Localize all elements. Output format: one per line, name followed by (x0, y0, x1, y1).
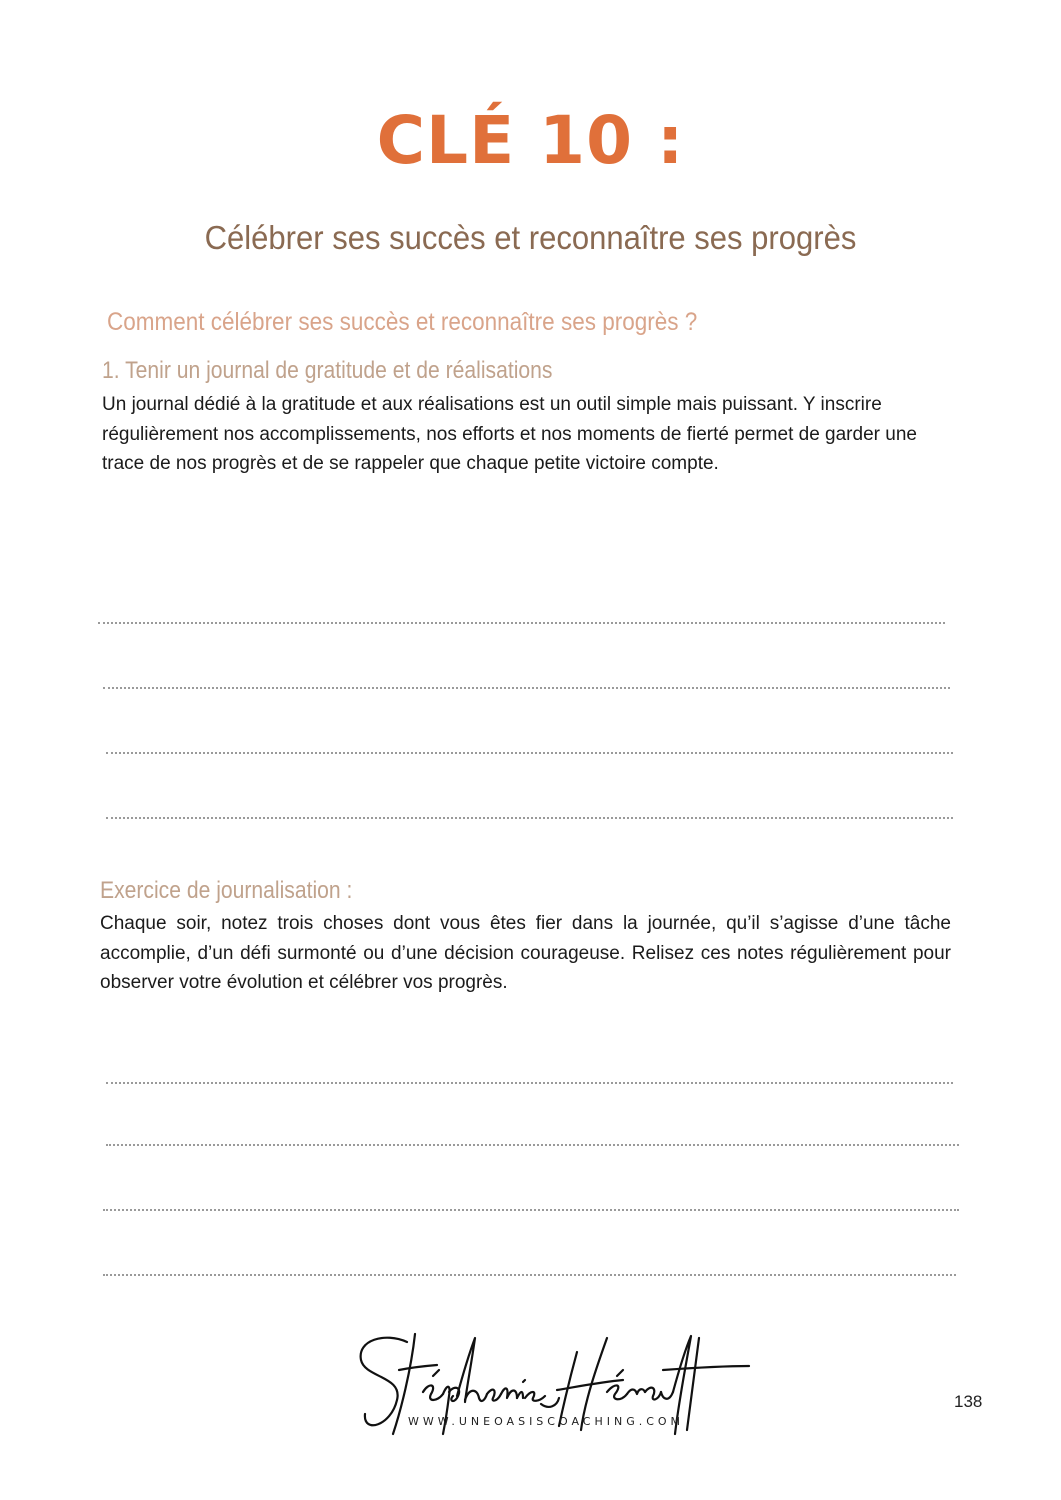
writing-line[interactable] (106, 817, 953, 819)
section-question: Comment célébrer ses succès et reconnaître ses progrès ? (107, 308, 698, 336)
writing-line[interactable] (106, 1082, 953, 1084)
exercise-paragraph: Chaque soir, notez trois choses dont vous êtes fier dans la journée, qu’il s’agisse d’une tâche accomplie, d’un défi surmonté ou d’une décision courageuse. Relisez ces notes régulièrement pour observer votre évolution et célébrer vos progrès. (100, 913, 951, 993)
page-subtitle: Célébrer ses succès et reconnaître ses progrès (204, 219, 857, 256)
writing-line[interactable] (103, 1209, 959, 1211)
section1-heading: 1. Tenir un journal de gratitude et de réalisations (102, 357, 553, 384)
writing-line[interactable] (106, 752, 953, 754)
exercise-heading: Exercice de journalisation : (100, 877, 353, 904)
writing-line[interactable] (106, 1144, 959, 1146)
writing-line[interactable] (103, 687, 950, 689)
page-number: 138 (954, 1392, 983, 1411)
page-title: CLÉ 10 : (376, 102, 685, 179)
website-url[interactable]: WWW.UNEOASISCOACHING.COM (408, 1415, 685, 1428)
section1-paragraph: Un journal dédié à la gratitude et aux réalisations est un outil simple mais puissant. Y inscrire régulièrement nos accomplissements, nos efforts et nos moments de fierté permet de garder une trace de nos progrès et de se rappeler que chaque petite victoire compte. (102, 394, 917, 474)
writing-line[interactable] (103, 1274, 956, 1276)
writing-line[interactable] (98, 622, 945, 624)
